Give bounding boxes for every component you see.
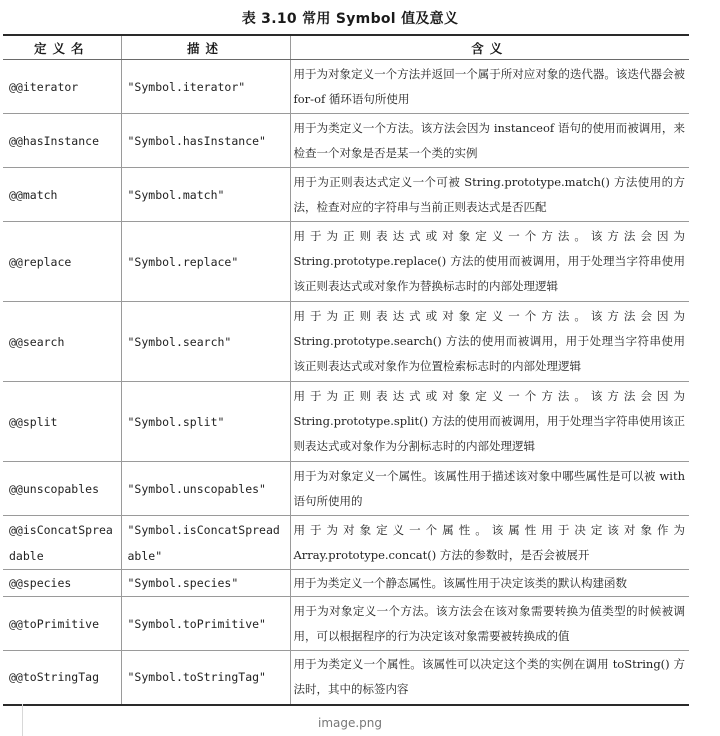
row-desc: "Symbol.isConcatSpreadable" — [121, 516, 290, 570]
symbol-table — [3, 34, 689, 706]
row-meaning: 用于为类定义一个属性。该属性可以决定这个类的实例在调用 toString() 方法时，其中的标签内容 — [293, 657, 685, 697]
row-name: @@match — [3, 168, 121, 222]
row-desc: "Symbol.iterator" — [121, 60, 290, 114]
table-row — [3, 302, 689, 382]
row-name: @@split — [3, 382, 121, 462]
row-name: @@species — [3, 570, 121, 597]
table-row — [3, 60, 689, 114]
table-row — [3, 114, 689, 168]
row-name: @@hasInstance — [3, 114, 121, 168]
table-row — [3, 168, 689, 222]
row-meaning: 用于为类定义一个静态属性。该属性用于决定该类的默认构建函数 — [290, 570, 689, 597]
row-name: @@toPrimitive — [3, 597, 121, 651]
row-desc: "Symbol.replace" — [121, 222, 290, 302]
header-meaning: 含义 — [290, 35, 689, 60]
table-header-row — [3, 35, 689, 60]
row-name: @@replace — [3, 222, 121, 302]
image-filename-label: image.png — [317, 716, 383, 730]
row-name: @@isConcatSpreadable — [3, 516, 121, 570]
row-desc: "Symbol.match" — [121, 168, 290, 222]
row-meaning: 用于为对象定义一个属性。该属性用于描述该对象中哪些属性是可以被 with 语句所使用的 — [290, 462, 689, 516]
row-name: @@search — [3, 302, 121, 382]
row-meaning: 用于为正则表达式或对象定义一个方法。该方法会因为 String.prototype.search() 方法的使用而被调用，用于处理当字符串使用该正则表达式或对象作为位置检索标志时的内部处理逻辑 — [290, 302, 689, 382]
row-meaning: 用于为类定义一个方法。该方法会因为 instanceof 语句的使用而被调用，来检查一个对象是否是某一个类的实例 — [290, 114, 689, 168]
table-row — [3, 570, 689, 597]
row-desc: "Symbol.hasInstance" — [121, 114, 290, 168]
table-row — [3, 222, 689, 302]
row-desc: "Symbol.search" — [121, 302, 290, 382]
row-meaning: 用于为对象定义一个方法并返回一个属于所对应对象的迭代器。该迭代器会被 for-of 循环语句所使用 — [290, 60, 689, 114]
table-row — [3, 516, 689, 570]
row-desc: "Symbol.unscopables" — [121, 462, 290, 516]
row-desc: "Symbol.split" — [121, 382, 290, 462]
row-desc: "Symbol.species" — [121, 570, 290, 597]
table-row — [3, 382, 689, 462]
row-desc: "Symbol.toStringTag" — [121, 651, 290, 705]
symbol-table-wrapper — [3, 34, 689, 706]
row-meaning: 用于为正则表达式或对象定义一个方法。该方法会因为 String.prototype.replace() 方法的使用而被调用，用于处理当字符串使用该正则表达式或对象作为替换标志时的内部处理逻辑 — [290, 222, 689, 302]
row-name: @@toStringTag — [3, 651, 121, 705]
table-row — [3, 597, 689, 651]
table-row — [3, 651, 689, 705]
row-meaning: 用于为对象定义一个属性。该属性用于决定该对象作为 Array.prototype.concat() 方法的参数时，是否会被展开 — [290, 516, 689, 570]
row-meaning: 用于为对象定义一个方法。该方法会在该对象需要转换为值类型的时候被调用，可以根据程序的行为决定该对象需要被转换成的值 — [290, 597, 689, 651]
header-description: 描述 — [121, 35, 290, 60]
row-desc: "Symbol.toPrimitive" — [121, 597, 290, 651]
header-name: 定义名 — [3, 35, 121, 60]
table-row — [3, 462, 689, 516]
row-name: @@iterator — [3, 60, 121, 114]
row-meaning: 用于为正则表达式定义一个可被 String.prototype.match() 方法使用的方法，检查对应的字符串与当前正则表达式是否匹配 — [290, 168, 689, 222]
row-name: @@unscopables — [3, 462, 121, 516]
row-meaning: 用于为正则表达式或对象定义一个方法。该方法会因为 String.prototype.split() 方法的使用而被调用，用于处理当字符串使用该正则表达式或对象作为分割标志时的内部处理逻辑 — [290, 382, 689, 462]
table-caption: 表 3.10 常用 Symbol 值及意义 — [241, 11, 459, 27]
